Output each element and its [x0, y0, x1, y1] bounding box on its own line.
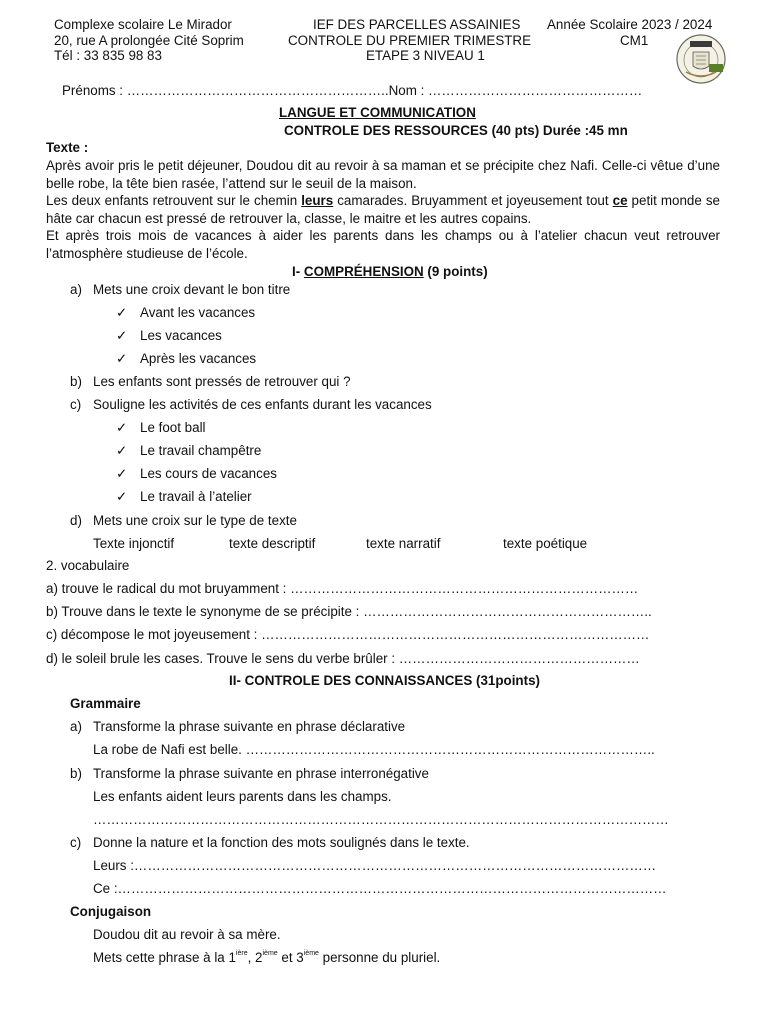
activity-option-4[interactable]	[116, 489, 252, 505]
text-paragraph-2	[46, 192, 720, 227]
grammar-question-b: Transforme la phrase suivante en phrase interronégative	[93, 766, 429, 781]
text-type-option-4[interactable]: texte poétique	[503, 536, 588, 551]
question-b: Les enfants sont pressés de retrouver qui ?	[93, 374, 351, 389]
vocabulary-title: 2. vocabulaire	[46, 558, 130, 573]
comprehension-prefix: I-	[292, 264, 304, 279]
question-b-letter: b)	[70, 374, 82, 389]
conj-sup-3: ième	[303, 950, 319, 957]
title-option-1[interactable]	[116, 305, 255, 321]
conj-q-part-d: personne du pluriel.	[318, 950, 441, 965]
underlined-word-leurs: leurs	[301, 193, 334, 208]
checkmark-icon: ✓	[116, 328, 128, 343]
activity-option-2[interactable]	[116, 443, 261, 459]
ief-label: IEF DES PARCELLES ASSAINIES	[313, 17, 521, 32]
comprehension-word: COMPRÉHENSION	[303, 264, 424, 279]
text-p2-part-c: petit monde se hâte car chacun est pressé de retrouver la, classe, le maitre et les autres copains.	[46, 193, 720, 226]
vocabulary-question-a[interactable]: a) trouve le radical du mot bruyamment : ……………………………………………………………………	[46, 581, 639, 596]
question-c: Souligne les activités de ces enfants durant les vacances	[93, 397, 432, 412]
conj-q-part-a: Mets cette phrase à la 1	[93, 950, 236, 965]
title-option-1-label: Avant les vacances	[140, 305, 256, 320]
conj-sup-2: ième	[262, 950, 278, 957]
underlined-word-ce: ce	[612, 193, 628, 208]
grammar-answer-ce[interactable]: Ce :……………………………………………………………………………………………………………	[93, 881, 667, 896]
question-d: Mets une croix sur le type de texte	[93, 513, 297, 528]
school-year: Année Scolaire 2023 / 2024	[547, 17, 713, 32]
conj-q-part-c: et 3	[277, 950, 304, 965]
knowledge-title: II- CONTROLE DES CONNAISSANCES (31points)	[229, 673, 540, 688]
checkmark-icon: ✓	[116, 443, 128, 458]
text-paragraph-3: Et après trois mois de vacances à aider les parents dans les champs ou à l’atelier chacun veut retrouver l’atmosphère studieuse de l’école.	[46, 228, 720, 261]
student-name-line: Prénoms : …………………………………………………..Nom : …………………………………………	[62, 83, 643, 98]
activity-option-1-label: Le foot ball	[140, 420, 206, 435]
activity-option-3[interactable]	[116, 466, 277, 482]
checkmark-icon: ✓	[116, 466, 128, 481]
text-type-option-2[interactable]: texte descriptif	[229, 536, 316, 551]
question-d-letter: d)	[70, 513, 82, 528]
comprehension-title	[292, 264, 488, 280]
stage-label: ETAPE 3 NIVEAU 1	[366, 48, 485, 63]
activity-option-4-label: Le travail à l’atelier	[140, 489, 252, 504]
grammar-question-c: Donne la nature et la fonction des mots soulignés dans le texte.	[93, 835, 470, 850]
text-type-option-3[interactable]: texte narratif	[366, 536, 441, 551]
activity-option-3-label: Les cours de vacances	[140, 466, 277, 481]
school-address: 20, rue A prolongée Cité Soprim	[54, 33, 244, 48]
checkmark-icon: ✓	[116, 420, 128, 435]
grammar-sentence-a[interactable]: La robe de Nafi est belle. ………………………………………………………………………………..	[93, 742, 655, 757]
conjugation-question	[93, 950, 440, 966]
subject-title: LANGUE ET COMMUNICATION	[279, 105, 476, 120]
checkmark-icon: ✓	[116, 351, 128, 366]
title-option-3-label: Après les vacances	[140, 351, 257, 366]
school-name: Complexe scolaire Le Mirador	[54, 17, 232, 32]
text-p2-part-a: Les deux enfants retrouvent sur le chemin	[46, 193, 302, 208]
grammar-a-letter: a)	[70, 719, 82, 734]
vocabulary-question-b[interactable]: b) Trouve dans le texte le synonyme de se précipite : ………………………………………………………..	[46, 604, 652, 619]
conjugation-sentence: Doudou dit au revoir à sa mère.	[93, 927, 281, 942]
question-c-letter: c)	[70, 397, 82, 412]
text-p2-part-b: camarades. Bruyamment et joyeusement tout	[333, 193, 613, 208]
question-a-letter: a)	[70, 282, 82, 297]
conjugation-title: Conjugaison	[70, 904, 152, 919]
school-phone: Tél : 33 835 98 83	[54, 48, 162, 63]
activity-option-1[interactable]	[116, 420, 206, 436]
title-option-3[interactable]	[116, 351, 256, 367]
text-label: Texte :	[46, 140, 89, 155]
grammar-question-a: Transforme la phrase suivante en phrase déclarative	[93, 719, 406, 734]
grammar-answer-line-b[interactable]: …………………………………………………………………………………………………………………	[93, 812, 669, 827]
title-option-2-label: Les vacances	[140, 328, 222, 343]
grammar-answer-leurs[interactable]: Leurs :………………………………………………………………………………………………………	[93, 858, 657, 873]
checkmark-icon: ✓	[116, 489, 128, 504]
checkmark-icon: ✓	[116, 305, 128, 320]
grammar-sentence-b: Les enfants aident leurs parents dans les champs.	[93, 789, 392, 804]
grammar-c-letter: c)	[70, 835, 82, 850]
exam-title: CONTROLE DU PREMIER TRIMESTRE	[288, 33, 532, 48]
vocabulary-question-c[interactable]: c) décompose le mot joyeusement : ……………………………………………………………………………	[46, 627, 650, 642]
class-label: CM1	[620, 33, 649, 48]
text-type-option-1[interactable]: Texte injonctif	[93, 536, 175, 551]
control-title: CONTROLE DES RESSOURCES (40 pts) Durée :45 mn	[284, 123, 628, 138]
text-paragraph-1: Après avoir pris le petit déjeuner, Doudou dit au revoir à sa maman et se précipite chez Nafi. Celle-ci vêtue d’une belle robe, la tête bien rasée, l’attend sur le seuil de la maison.	[46, 158, 720, 191]
vocabulary-question-d[interactable]: d) le soleil brule les cases. Trouve le sens du verbe brûler : ………………………………………………	[46, 651, 640, 666]
title-option-2[interactable]	[116, 328, 222, 344]
conj-sup-1: ière	[235, 950, 248, 957]
school-logo-icon	[676, 34, 726, 84]
question-a: Mets une croix devant le bon titre	[93, 282, 291, 297]
grammar-b-letter: b)	[70, 766, 82, 781]
activity-option-2-label: Le travail champêtre	[140, 443, 262, 458]
conj-q-part-b: , 2	[247, 950, 263, 965]
grammar-title: Grammaire	[70, 696, 141, 711]
comprehension-points: (9 points)	[423, 264, 488, 279]
